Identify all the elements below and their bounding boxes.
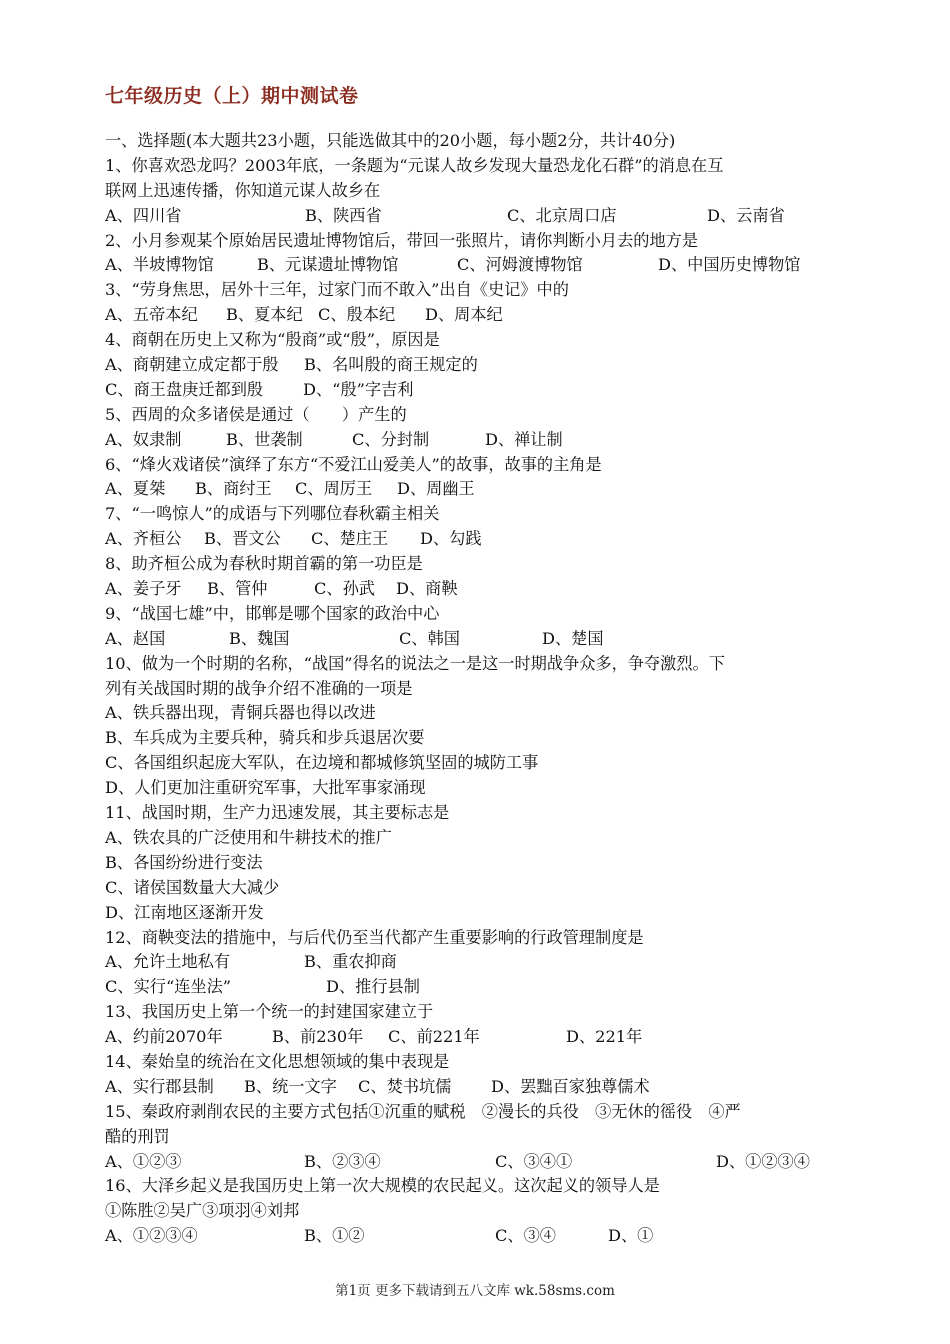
answer-options-row [105, 975, 865, 1000]
answer-option: B、②③④ [304, 1151, 381, 1171]
answer-option: C、实行“连坐法” [105, 977, 232, 997]
answer-option: D、罢黜百家独尊儒术 [491, 1076, 650, 1096]
line-text: C、各国组织起庞大军队，在边境和都城修筑坚固的城防工事 [105, 753, 539, 773]
text-line [105, 677, 865, 702]
line-text: 联网上迅速传播，你知道元谋人故乡在 [105, 180, 381, 200]
line-text: 7、“一鸣惊人”的成语与下列哪位春秋霸主相关 [105, 504, 440, 524]
answer-option: B、统一文字 [244, 1076, 337, 1096]
line-text: 11、战国时期，生产力迅速发展，其主要标志是 [105, 803, 450, 823]
answer-option: D、中国历史博物馆 [658, 255, 801, 275]
answer-option: A、①②③ [105, 1151, 182, 1171]
answer-option: A、五帝本纪 [105, 305, 198, 325]
answer-options-row [105, 1150, 865, 1175]
text-line [105, 229, 865, 254]
line-text: 4、商朝在历史上又称为“殷商”或“殷”，原因是 [105, 330, 440, 350]
answer-options-row [105, 577, 865, 602]
answer-option: D、推行县制 [326, 977, 420, 997]
text-line [105, 926, 865, 951]
line-text: A、铁兵器出现，青铜兵器也得以改进 [105, 703, 376, 723]
text-line [105, 278, 865, 303]
text-line [105, 1050, 865, 1075]
line-text: 14、秦始皇的统治在文化思想领域的集中表现是 [105, 1051, 450, 1071]
answer-options-row [105, 253, 865, 278]
answer-option: D、“殷”字吉利 [303, 379, 414, 399]
line-text: 12、商鞅变法的措施中，与后代仍至当代都产生重要影响的行政管理制度是 [105, 927, 644, 947]
line-text: 16、大泽乡起义是我国历史上第一次大规模的农民起义。这次起义的领导人是 [105, 1176, 660, 1196]
line-text: B、各国纷纷进行变法 [105, 852, 263, 872]
answer-option: D、商鞅 [396, 579, 458, 599]
answer-options-row [105, 1025, 865, 1050]
answer-options-row [105, 204, 865, 229]
text-line [105, 901, 865, 926]
text-line [105, 1100, 865, 1125]
answer-option: A、姜子牙 [105, 579, 182, 599]
answer-options-row [105, 527, 865, 552]
text-line [105, 154, 865, 179]
line-text: C、诸侯国数量大大减少 [105, 877, 280, 897]
answer-option: A、约前2070年 [105, 1027, 223, 1047]
answer-option: C、前221年 [388, 1027, 480, 1047]
answer-options-row [105, 1224, 865, 1249]
answer-option: B、①② [304, 1226, 365, 1246]
answer-option: B、晋文公 [204, 529, 281, 549]
answer-option: D、① [608, 1226, 654, 1246]
answer-option: C、殷本纪 [318, 305, 396, 325]
answer-option: D、楚国 [542, 628, 604, 648]
exam-body [105, 129, 865, 1249]
line-text: 5、西周的众多诸侯是通过（ ）产生的 [105, 404, 407, 424]
answer-options-row [105, 378, 865, 403]
line-text: 一、选择题(本大题共23小题，只能选做其中的20小题，每小题2分，共计40分) [105, 131, 676, 150]
answer-option: A、奴隶制 [105, 429, 182, 449]
answer-option: B、商纣王 [195, 479, 272, 499]
answer-option: C、韩国 [399, 628, 460, 648]
answer-option: D、勾践 [420, 529, 482, 549]
text-line [105, 652, 865, 677]
answer-option: B、陕西省 [305, 205, 382, 225]
text-line [105, 552, 865, 577]
answer-options-row [105, 303, 865, 328]
text-line [105, 1199, 865, 1224]
answer-option: A、①②③④ [105, 1226, 198, 1246]
text-line [105, 701, 865, 726]
answer-option: C、分封制 [352, 429, 430, 449]
answer-option: B、元谋遗址博物馆 [257, 255, 399, 275]
answer-options-row [105, 627, 865, 652]
text-line [105, 1000, 865, 1025]
answer-option: B、世袭制 [226, 429, 303, 449]
answer-option: A、实行郡县制 [105, 1076, 214, 1096]
line-text: D、人们更加注重研究军事，大批军事家涌现 [105, 778, 426, 798]
answer-option: C、焚书坑儒 [358, 1076, 452, 1096]
text-line [105, 826, 865, 851]
answer-option: C、楚庄王 [311, 529, 389, 549]
answer-option: B、名叫殷的商王规定的 [304, 355, 478, 375]
answer-option: A、齐桓公 [105, 529, 182, 549]
answer-option: C、③④ [495, 1226, 556, 1246]
answer-option: D、221年 [566, 1027, 643, 1047]
answer-option: D、①②③④ [716, 1151, 810, 1171]
answer-option: B、夏本纪 [226, 305, 303, 325]
answer-option: B、管仲 [207, 579, 268, 599]
answer-option: A、半坡博物馆 [105, 255, 214, 275]
line-text: 8、助齐桓公成为春秋时期首霸的第一功臣是 [105, 554, 423, 574]
answer-option: C、北京周口店 [507, 205, 617, 225]
text-line [105, 776, 865, 801]
answer-options-row [105, 950, 865, 975]
line-text: 3、“劳身焦思，居外十三年，过家门而不敢入”出自《史记》中的 [105, 280, 569, 300]
answer-option: B、前230年 [272, 1027, 364, 1047]
answer-option: A、商朝建立成定都于殷 [105, 355, 279, 375]
text-line [105, 751, 865, 776]
line-text: 10、做为一个时期的名称，“战国”得名的说法之一是这一时期战争众多，争夺激烈。下 [105, 653, 725, 673]
text-line [105, 328, 865, 353]
answer-option: D、周本纪 [425, 305, 503, 325]
answer-options-row [105, 1075, 865, 1100]
answer-option: C、商王盘庚迁都到殷 [105, 379, 264, 399]
answer-option: A、夏桀 [105, 479, 166, 499]
text-line [105, 129, 865, 154]
text-line [105, 801, 865, 826]
answer-option: A、赵国 [105, 628, 166, 648]
text-line [105, 726, 865, 751]
page-title: 七年级历史（上）期中测试卷 [105, 85, 359, 107]
line-text: 13、我国历史上第一个统一的封建国家建立于 [105, 1002, 434, 1022]
line-text: 6、“烽火戏诸侯”演绎了东方“不爱江山爱美人”的故事，故事的主角是 [105, 454, 602, 474]
text-line [105, 851, 865, 876]
answer-option: D、周幽王 [397, 479, 475, 499]
text-line [105, 1174, 865, 1199]
answer-options-row [105, 477, 865, 502]
answer-options-row [105, 428, 865, 453]
answer-option: C、周厉王 [295, 479, 373, 499]
line-text: 15、秦政府剥削农民的主要方式包括①沉重的赋税 ②漫长的兵役 ③无休的徭役 ④严 [105, 1101, 741, 1121]
answer-option: B、重农抑商 [304, 952, 397, 972]
page-footer: 第1页 更多下载请到五八文库 wk.58sms.com [335, 1283, 615, 1299]
text-line [105, 602, 865, 627]
line-text: 列有关战国时期的战争介绍不准确的一项是 [105, 678, 413, 698]
text-line [105, 453, 865, 478]
text-line [105, 876, 865, 901]
line-text: 2、小月参观某个原始居民遗址博物馆后，带回一张照片，请你判断小月去的地方是 [105, 230, 699, 250]
line-text: ①陈胜②吴广③项羽④刘邦 [105, 1201, 300, 1221]
answer-option: C、孙武 [314, 579, 375, 599]
line-text: B、车兵成为主要兵种，骑兵和步兵退居次要 [105, 728, 425, 748]
line-text: 9、“战国七雄”中，邯郸是哪个国家的政治中心 [105, 603, 440, 623]
answer-option: A、允许土地私有 [105, 952, 231, 972]
line-text: A、铁农具的广泛使用和牛耕技术的推广 [105, 827, 392, 847]
text-line [105, 403, 865, 428]
answer-option: A、四川省 [105, 205, 182, 225]
text-line [105, 502, 865, 527]
text-line [105, 179, 865, 204]
answer-options-row [105, 353, 865, 378]
answer-option: D、禅让制 [485, 429, 563, 449]
answer-option: D、云南省 [707, 205, 785, 225]
answer-option: C、河姆渡博物馆 [457, 255, 583, 275]
line-text: 1、你喜欢恐龙吗？2003年底，一条题为“元谋人故乡发现大量恐龙化石群”的消息在互 [105, 155, 724, 175]
answer-option: C、③④① [495, 1151, 573, 1171]
answer-option: B、魏国 [229, 628, 290, 648]
line-text: 酷的刑罚 [105, 1126, 170, 1146]
line-text: D、江南地区逐渐开发 [105, 902, 264, 922]
text-line [105, 1125, 865, 1150]
